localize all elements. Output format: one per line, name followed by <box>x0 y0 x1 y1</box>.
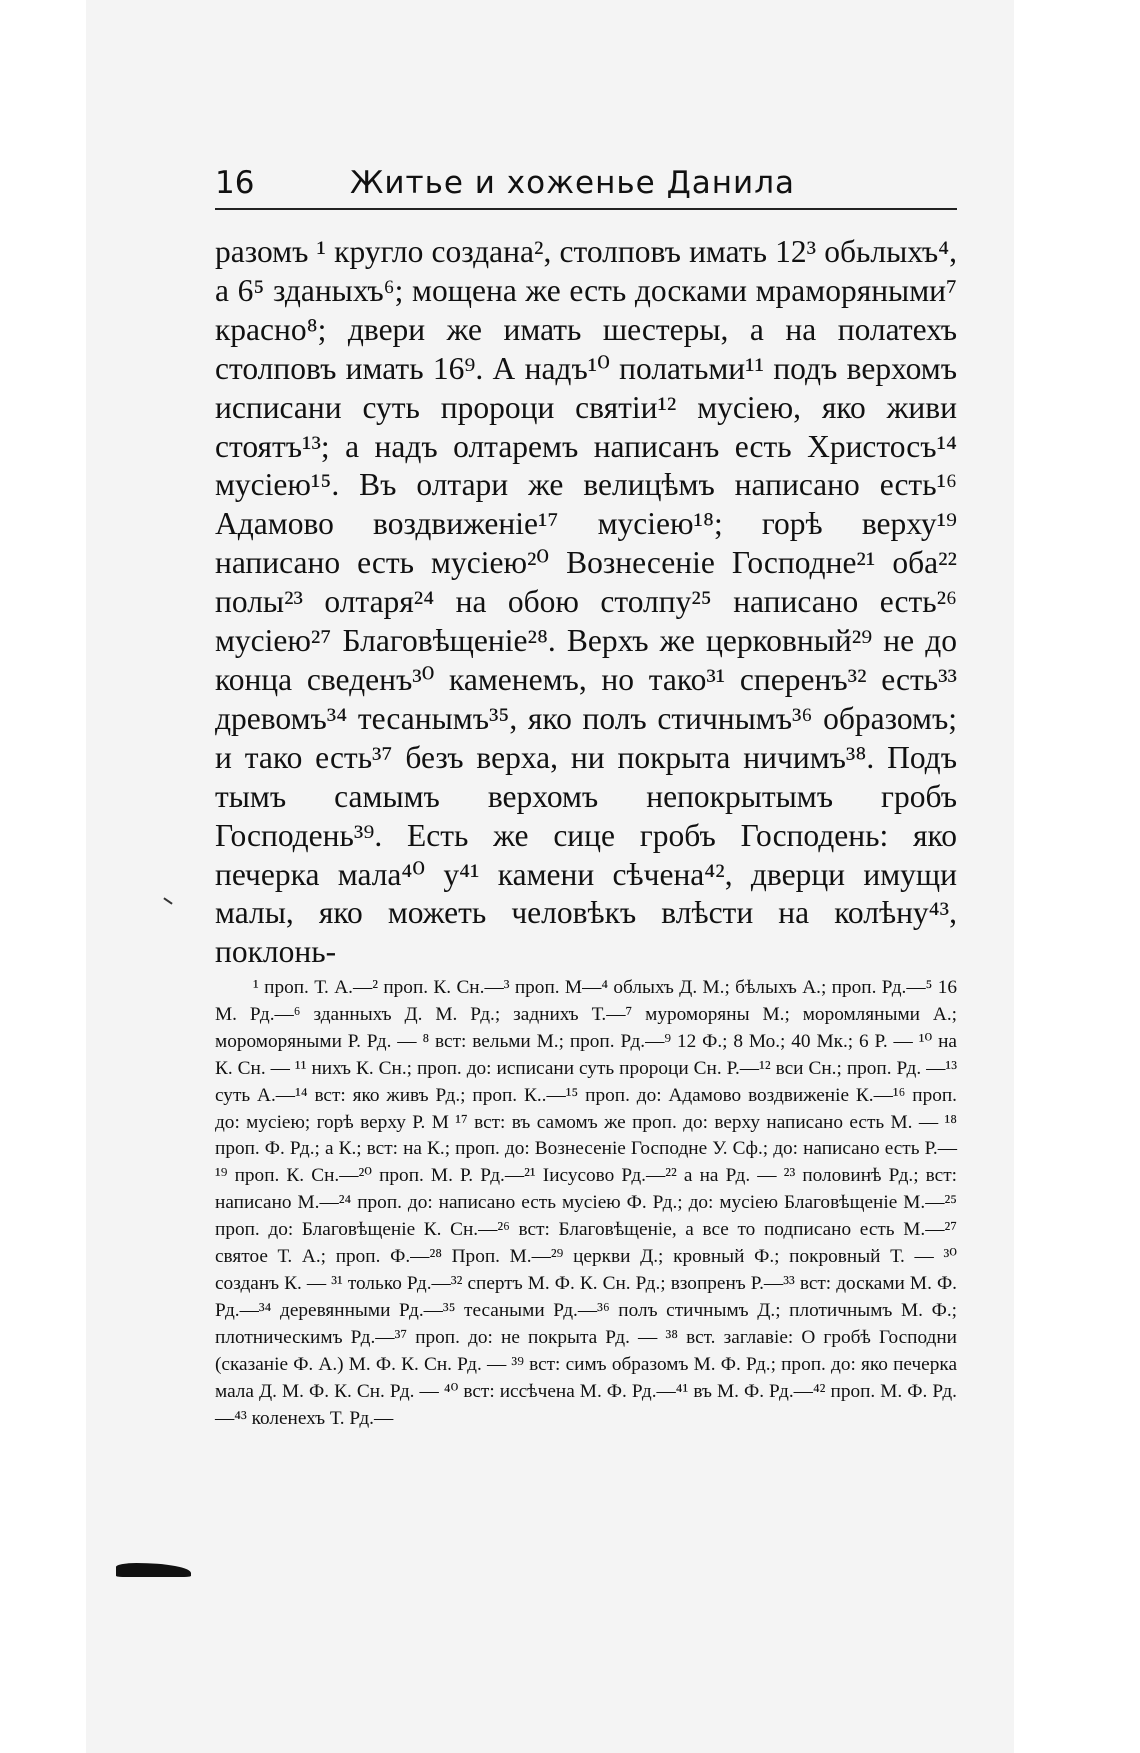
page-number: 16 <box>215 165 255 201</box>
main-text: разомъ ¹ кругло создана², столповъ имать 12³ обьлыхъ⁴, а 6⁵ зданыхъ⁶; мощена же есть досками мраморяными⁷ красно⁸; двери же имать шестеры, а на полатехъ столповъ имать 16⁹. А надъ¹⁰ полатьми¹¹ подъ верхомъ исписани суть пророци святіи¹² мусіею, яко живи стоятъ¹³; а надъ олтаремъ написанъ есть Христосъ¹⁴ мусіею¹⁵. Въ олтари же велицѣмъ написано есть¹⁶ Адамово воздвиженіе¹⁷ мусіею¹⁸; горѣ верху¹⁹ написано есть мусіею²⁰ Вознесеніе Господне²¹ оба²² полы²³ олтаря²⁴ на обою столпу²⁵ написано есть²⁶ мусіею²⁷ Благовѣщеніе²⁸. Верхъ же церковный²⁹ не до конца сведенъ³⁰ каменемъ, но тако³¹ сперенъ³² есть³³ древомъ³⁴ тесанымъ³⁵, яко полъ стичнымъ³⁶ образомъ; и тако есть³⁷ безъ верха, ни покрыта ничимъ³⁸. Подъ тымъ самымъ верхомъ непокрытымъ гробъ Господень³⁹. Есть же сице гробъ Господень: яко печерка мала⁴⁰ у⁴¹ камени сѣчена⁴², дверци имущи малы, яко можеть человѣкъ влѣсти на колѣну⁴³, поклонь- <box>215 234 957 970</box>
footnotes-text: ¹ проп. Т. А.—² проп. К. Сн.—³ проп. М—⁴ облыхъ Д. М.; бѣлыхъ А.; проп. Рд.—⁵ 16 М. Рд.—⁶ зданныхъ Д. М. Рд.; заднихъ Т.—⁷ муроморяны М.; моромляными А.; мороморяными Р. Рд. — ⁸ вст: вельми М.; проп. Рд.—⁹ 12 Ф.; 8 Мо.; 40 Мк.; 6 Р. — ¹⁰ на К. Сн. — ¹¹ нихъ К. Сн.; проп. до: исписани суть пророци Сн. Р.—¹² вси Сн.; проп. Рд. —¹³ суть А.—¹⁴ вст: яко живъ Рд.; проп. К..—¹⁵ проп. до: Адамово воздвиженіе К.—¹⁶ проп. до: мусіею; горѣ верху Р. М ¹⁷ вст: въ самомъ же проп. до: верху написано есть М. — ¹⁸ проп. Ф. Рд.; а К.; вст: на К.; проп. до: Вознесеніе Господне У. Сф.; до: написано есть Р.—¹⁹ проп. К. Сн.—²⁰ проп. М. Р. Рд.—²¹ Іисусово Рд.—²² а на Рд. — ²³ половинѣ Рд.; вст: написано М.—²⁴ проп. до: написано есть мусіею Ф. Рд.; до: мусіею Благовѣщеніе М.—²⁵ проп. до: Благовѣщеніе К. Сн.—²⁶ вст: Благовѣщеніе, а все то подписано есть М.—²⁷ святое Т. А.; проп. Ф.—²⁸ Проп. М.—²⁹ церкви Д.; кровный Ф.; покровный Т. — ³⁰ созданъ К. — ³¹ только Рд.—³² спертъ М. Ф. К. Сн. Рд.; взопренъ Р.—³³ вст: досками М. Ф. Рд.—³⁴ деревянными Рд.—³⁵ тесаными Рд.—³⁶ полъ стичнымъ Д.; плотичнымъ М. Ф.; плотническимъ Рд.—³⁷ проп. до: не покрыта Рд. — ³⁸ вст. заглавіе: О гробѣ Господни (сказаніе Ф. А.) М. Ф. К. Сн. Рд. — ³⁹ вст: симъ образомъ М. Ф. Рд.; проп. до: яко печерка мала Д. М. Ф. К. Сн. Рд. — ⁴⁰ вст: иссѣчена М. Ф. Рд.—⁴¹ въ М. Ф. Рд.—⁴² проп. М. Ф. Рд.—⁴³ коленехъ Т. Рд.— <box>215 977 957 1429</box>
running-head <box>215 165 957 205</box>
header-rule <box>215 208 957 210</box>
footnotes <box>215 975 957 1432</box>
running-title: Житье и хоженье Данила <box>350 165 796 201</box>
